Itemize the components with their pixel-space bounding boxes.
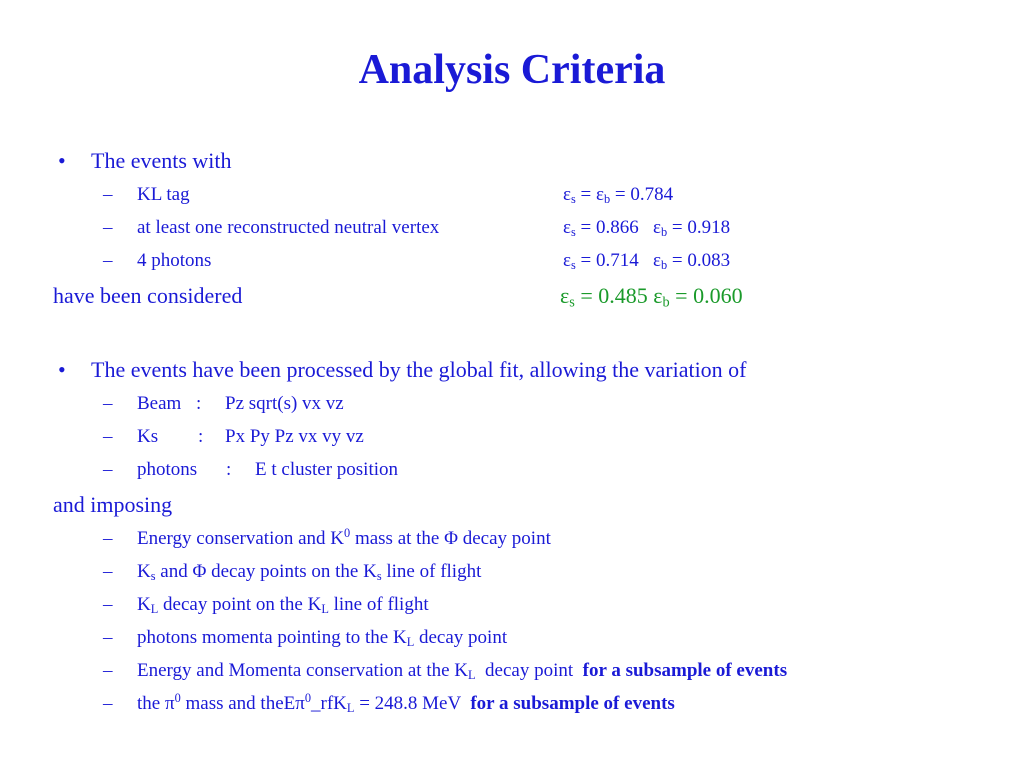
item-vars: Pz sqrt(s) vx vz (225, 393, 344, 414)
dash-marker: – (103, 693, 113, 714)
bullet-marker: • (58, 148, 66, 173)
constraint-text: $K_L$ decay point on the $K_L$ line of flight (137, 594, 429, 617)
bullet-marker: • (58, 357, 66, 382)
item-name: Beam (137, 393, 182, 414)
page-title: Analysis Criteria (358, 47, 666, 93)
dash-marker: – (103, 426, 113, 447)
efficiency-value: $\varepsilon_s = 0.714$ $\varepsilon_b = 0.083$ (563, 250, 731, 273)
item-name: Ks (137, 426, 159, 447)
dash-marker: – (103, 660, 113, 681)
constraint-text: Energy and Momenta conservation at the $K_L$ decay point for a subsample of events (137, 660, 788, 683)
item-name: photons (137, 459, 198, 480)
imposing-label: and imposing (53, 492, 173, 517)
efficiency-value: $\varepsilon_s = \varepsilon_b = 0.784$ (563, 184, 674, 207)
dash-marker: – (103, 561, 113, 582)
item-label: KL tag (137, 184, 190, 205)
dash-marker: – (103, 459, 113, 480)
summary-efficiency: $\varepsilon_s = 0.485$ $\varepsilon_b = 0.060$ (560, 283, 743, 311)
summary-label: have been considered (53, 283, 243, 308)
item-vars: Px Py Pz vx vy vz (225, 426, 364, 447)
dash-marker: – (103, 594, 113, 615)
dash-marker: – (103, 528, 113, 549)
item-separator: : (196, 393, 202, 414)
dash-marker: – (103, 217, 113, 238)
item-vars: E t cluster position (255, 459, 399, 480)
dash-marker: – (103, 184, 113, 205)
efficiency-value: $\varepsilon_s = 0.866$ $\varepsilon_b = 0.918$ (563, 217, 731, 240)
item-separator: : (198, 426, 204, 447)
item-separator: : (226, 459, 232, 480)
constraint-text: Energy conservation and $K^0$ mass at the Φ decay point (137, 526, 551, 549)
dash-marker: – (103, 393, 113, 414)
constraint-text: photons momenta pointing to the $K_L$ decay point (137, 627, 508, 650)
events-with-heading: The events with (91, 148, 232, 173)
item-label: 4 photons (137, 250, 212, 271)
item-label: at least one reconstructed neutral vertex (137, 217, 440, 238)
dash-marker: – (103, 250, 113, 271)
global-fit-heading: The events have been processed by the global fit, allowing the variation of (91, 357, 747, 382)
constraint-text: the $\pi^0$ mass and theEπ$^0$_rfK$_L$ = 248.8 MeV for a subsample of events (137, 691, 675, 716)
constraint-text: $K_s$ and Φ decay points on the $K_s$ line of flight (137, 561, 482, 584)
dash-marker: – (103, 627, 113, 648)
